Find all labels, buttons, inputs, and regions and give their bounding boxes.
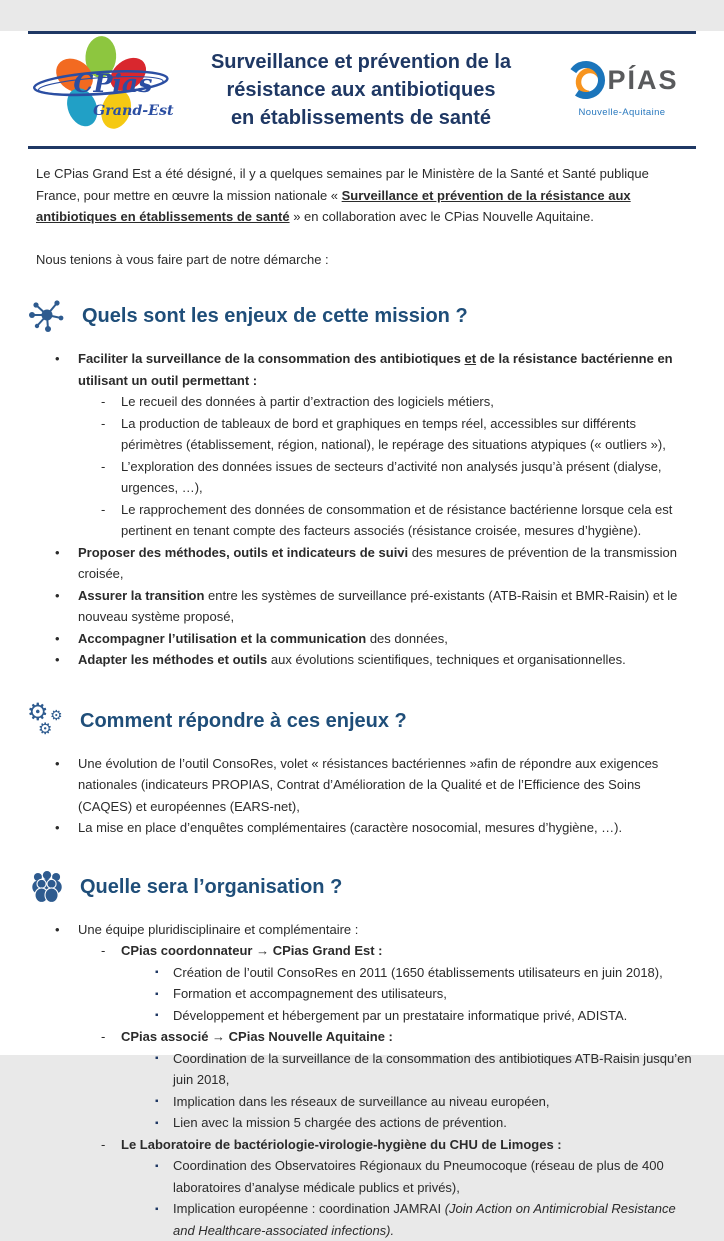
bullet-lead-bold: Adapter les méthodes et outils: [78, 652, 268, 667]
intro-paragraph: [36, 163, 694, 228]
crescent-c-icon: [565, 56, 611, 104]
section-organisation-header: [27, 867, 724, 907]
molecule-icon: [27, 296, 67, 336]
repondre-bullet-enquetes: • La mise en place d’enquêtes complémentaires (caractère nosocomial, mesures d’hygiène, …).: [78, 817, 696, 839]
team-associe-item: ▪ Implication dans les réseaux de surveillance au niveau européen,: [173, 1091, 696, 1113]
title-line-3: en établissements de santé: [230, 107, 492, 129]
section-repondre-header: [27, 698, 724, 741]
team-label-bold: CPias associé → CPias Nouvelle Aquitaine :: [121, 1029, 393, 1044]
title-line-2: résistance aux antibiotiques: [226, 79, 496, 101]
section-enjeux-title: Quels sont les enjeux de cette mission ?: [82, 305, 468, 327]
cpias-nouvelle-aquitaine-logo: [546, 56, 698, 124]
section-enjeux-header: [27, 296, 724, 336]
enjeux-bullet-assurer: [78, 585, 696, 628]
na-wordmark: PÍAS: [607, 64, 679, 95]
enjeux-sub-exploration: - L’exploration des données issues de secteurs d’activité non analysés jusqu’à présent (dialyse, urgences, …),: [121, 456, 696, 499]
grand-est-region-label: Grand-Est: [93, 102, 174, 119]
people-group-icon: [27, 867, 67, 907]
bullet-text: entre les systèmes de surveillance pré-existants (ATB-Raisin et BMR-Raisin) et le nouveau système proposé,: [78, 587, 678, 624]
enjeux-sub-rapprochement: - Le rapprochement des données de consommation et de résistance bactérienne lorsque cela est pertinent en tenant compte des facteurs associés (résistance croisée, mesures d’hygiène).: [121, 499, 696, 542]
enjeux-bullet-accompagner: [78, 628, 696, 650]
team-laboratoire-item-jamrai: [173, 1198, 696, 1241]
team-laboratoire-label: [121, 1134, 696, 1156]
bullet-text: des données,: [366, 630, 448, 646]
title-line-1: Surveillance et prévention de la: [210, 51, 512, 73]
document-title: [176, 48, 546, 132]
team-label-bold: CPias coordonnateur → CPias Grand Est :: [121, 943, 383, 958]
demarche-line: Nous tenions à vous faire part de notre démarche :: [36, 251, 329, 267]
enjeux-sub-recueil: - Le recueil des données à partir d’extraction des logiciels métiers,: [121, 391, 696, 413]
na-logo-row: [546, 56, 698, 104]
mission-title-inline: Surveillance et prévention de la résistance aux antibiotiques en établissements de santé: [36, 187, 631, 224]
grand-est-wordmark: CPias: [73, 67, 153, 98]
bullet-lead-bold: Accompagner l’utilisation et la communication: [78, 630, 367, 646]
document-header: [0, 34, 724, 146]
flower-logo-icon: [30, 35, 176, 139]
jamrai-text-italic: (Join Action on Antimicrobial Resistance and Healthcare-associated infections).: [173, 1201, 676, 1238]
bullet-text: Faciliter la surveillance de la consommation des antibiotiques: [78, 351, 465, 366]
repondre-bullet-consores: • Une évolution de l’outil ConsoRes, volet « résistances bactériennes »afin de répondre aux exigences nationales (indicateurs PROPIAS, Contrat d’Amélioration de la Qualité et de l’Efficience des Soins (CAQES) et européennes (EARS-net),: [78, 753, 696, 818]
team-coordonnateur-item: ▪ Création de l’outil ConsoRes en 2011 (1650 établissements utilisateurs en juin 2018),: [173, 962, 696, 984]
team-associe-label: [121, 1026, 696, 1048]
intro-text-before: Le CPias Grand Est a été désigné, il y a quelques semaines par le Ministère de la Santé et Santé publique France, pour mettre en œuvre la mission nationale «: [36, 166, 649, 203]
team-associe-item: ▪ Lien avec la mission 5 chargée des actions de prévention.: [173, 1112, 696, 1134]
enjeux-sub-production: - La production de tableaux de bord et graphiques en temps réel, accessibles sur différents périmètres (établissement, région, national), le repérage des situations atypiques (« outliers »),: [121, 413, 696, 456]
bullet-text-underlined: et: [464, 351, 477, 366]
bullet-text: de la résistance bactérienne en utilisant un outil permettant :: [78, 351, 673, 388]
section-repondre-title: Comment répondre à ces enjeux ?: [80, 709, 407, 732]
team-coordonnateur-item: ▪ Formation et accompagnement des utilisateurs,: [173, 983, 696, 1005]
na-region-label: Nouvelle-Aquitaine: [578, 107, 666, 119]
cpias-grand-est-logo: [30, 35, 176, 146]
team-associe-item: ▪ Coordination de la surveillance de la consommation des antibiotiques ATB-Raisin jusqu’en juin 2018,: [173, 1048, 696, 1091]
enjeux-bullet-adapter: [78, 649, 696, 671]
bullet-lead-bold: Assurer la transition: [78, 587, 205, 603]
bullet-lead-bold: Proposer des méthodes, outils et indicateurs de suivi: [78, 544, 409, 560]
bullet-text: des mesures de prévention de la transmission croisée,: [78, 544, 677, 581]
section-organisation-title: Quelle sera l’organisation ?: [80, 875, 343, 898]
header-bottom-rule: [28, 146, 696, 149]
enjeux-bullet-faciliter: [78, 348, 696, 391]
intro-text-after: » en collaboration avec le CPias Nouvelle Aquitaine.: [289, 209, 594, 224]
team-label-bold: Le Laboratoire de bactériologie-virologie-hygiène du CHU de Limoges :: [121, 1136, 562, 1152]
team-coordonnateur-item: ▪ Développement et hébergement par un prestataire informatique privé, ADISTA.: [173, 1005, 696, 1027]
document-page: [0, 31, 724, 1238]
bullet-text: aux évolutions scientifiques, techniques et organisationnelles.: [267, 652, 626, 667]
team-laboratoire-item: ▪ Coordination des Observatoires Régionaux du Pneumocoque (réseau de plus de 400 laboratoires d’analyse médicale publics et privés),: [173, 1155, 696, 1198]
gears-icon: ⚙ ⚙ ⚙: [27, 698, 63, 738]
team-coordonnateur-label: [121, 940, 696, 962]
jamrai-text: Implication européenne : coordination JAMRAI: [173, 1201, 445, 1216]
enjeux-bullet-proposer: [78, 542, 696, 585]
organisation-bullet-equipe: • Une équipe pluridisciplinaire et complémentaire :: [78, 919, 696, 941]
